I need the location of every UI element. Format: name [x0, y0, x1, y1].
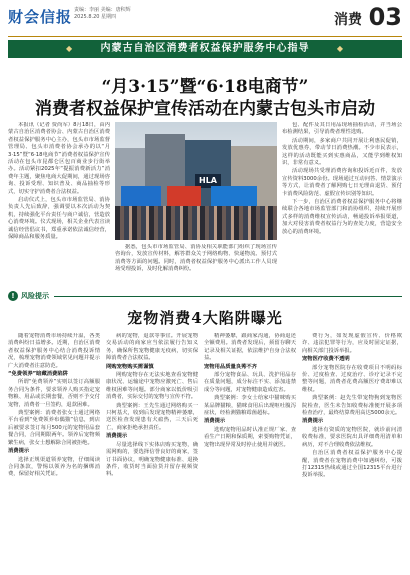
paragraph: 精神萎靡，跟商家沟通，协商退还全额费用。消费者发现后，须留存聊天记录及相关证据，依法维护自身合法权益。 — [204, 333, 296, 362]
paragraph: 典型案例：消费者张女士通过网络平台看到“免费领养布偶猫”信息，到店后被要求签订每月500元的宠物用品套餐合同，合同期限两年。领养后宠物频繁生病，张女士想解除合同被拒绝。 — [8, 410, 100, 446]
paragraph: 网购宠物存在无法实地查看宠物健康状况、运输途中宠物应激死亡、售后维权困难等问题。部分商家以低价吸引消费者，实际交付的宠物与宣传不符。 — [106, 372, 198, 401]
paragraph: 随着宠物消费市场持续升温，各类消费纠纷日益增多。近期，自治区消费者权益保护服务中心结合消费投诉情况，梳理宠物消费领域常见问题并提示广大消费者注意防范。 — [8, 333, 100, 369]
paragraph: 尽量选择线下实体店购买宠物，确需网购的，要选择信誉良好的商家，签订书面协议，明确宠物健康标准、退换条件，收货时当面验货并留存视频资料。 — [106, 441, 198, 478]
article2-column-2 — [106, 333, 198, 571]
section-title: 消费 — [334, 12, 362, 28]
article1-column-1 — [8, 122, 110, 282]
paragraph: 下一步，自治区消费者权益保护服务中心将继续联合各地市场监管部门和消协组织，持续开展形式多样的消费维权宣传活动，畅通投诉举报渠道，加大对侵害消费者权益行为的查处力度，营造安全放心的消费环境。 — [282, 199, 402, 235]
article2-column-4 — [302, 333, 402, 571]
subheading: 网购宠物购买需谨慎 — [106, 363, 154, 370]
main-headline-line2: 消费者权益保护宣传活动在内蒙古包头市启动 — [35, 99, 375, 119]
subheading: 宠物用品质量良莠不齐 — [204, 363, 257, 370]
paragraph: 典型案例：赵先生带宠物狗到宠物医院检查，医生未告知收费标准便开展多项检查治疗，最终结算费用高达5000余元。 — [302, 395, 402, 417]
subheading: 消费提示 — [204, 418, 226, 425]
article1-column-2 — [115, 244, 277, 284]
risk-alert-label: ! 风险提示 — [8, 290, 49, 302]
paragraph: 启动仪式上，包头市市场监管局、消协负责人先后致辞，强调要以本次活动为契机，持续强化平台责任与商户诚信，营造放心消费环境。仪式现场，相关企业代表宣读诚信经营倡议书，郑重承诺依法诚信经营，保障商品和服务质量。 — [8, 197, 110, 241]
pet-consumption-headline: 宠物消费4大陷阱曝光 — [127, 309, 283, 327]
header-rule — [8, 36, 402, 37]
storefront-sign: HLA — [195, 174, 221, 188]
page-number: 03 — [368, 3, 402, 31]
paragraph: 包、配件及其日用品现场抽检活动，并当场公布检测结果，引导消费者理性选购。 — [282, 122, 402, 136]
subheading: 消费提示 — [8, 448, 30, 455]
alert-rule — [54, 296, 402, 297]
paragraph: 所谓“免费领养”实则以签订高额服务合同为条件，要求领养人购买指定宠物粮、用品或长期套餐，否则不予交付宠物，消费者一旦签约，退款困难。 — [8, 379, 100, 408]
paragraph: 据悉，包头市市场监管局、消协及相关职能部门组织了现场宣传咨询台，发放宣传材料，解答群众关于网络购物、快递物流、预付式消费等方面的问题。同时，消费者权益保护服务中心派出工作人员现场受理投诉，及时化解消费纠纷。 — [115, 244, 277, 273]
masthead — [0, 0, 410, 36]
paragraph: 选购宠物用品时认准正规厂家、查看生产日期和保质期，索要购物凭证，宠物出现异常及时停止使用并就医。 — [204, 426, 296, 448]
article2-column-3 — [204, 333, 296, 571]
subheading: 宠物医疗收费不透明 — [302, 356, 350, 363]
newspaper-logo: 财会信报 — [8, 8, 73, 26]
subheading: 消费提示 — [106, 433, 128, 440]
paragraph: 活动现场共受理消费咨询和投诉近百件，发放宣传资料3000余份。现场通过互动问答、情景演示等方式，让消费者了解网购七日无理由退货、预付卡消费风险防范、虚假宣传识别等知识。 — [282, 168, 402, 197]
paragraph: 病的宠物，退款等事宜。开展宠物交易活动的商家应当依法履行告知义务，确保所售宠物健康无疫病，切实保障消费者合法权益。 — [106, 333, 198, 362]
paragraph: 部分宠物医院存在收费项目不明码标价、过度检查、过度治疗、诊疗记录不完整等问题，消费者花费高额医疗费却难以维权。 — [302, 364, 402, 393]
main-headline-line1: “月3·15”暨“6·18电商节” — [101, 77, 309, 97]
article2-column-1 — [8, 333, 100, 571]
guidance-banner: ◆ 内蒙古自治区消费者权益保护服务中心指导 ◆ — [8, 40, 402, 58]
paragraph: 自治区消费者权益保护服务中心提醒，消费者在宠物消费中如遇纠纷，可拨打12315热线或通过全国12315平台进行投诉举报。 — [302, 450, 402, 479]
event-photo — [115, 122, 277, 240]
paragraph: 费行为，如发现虚假宣传、价格欺诈、违法犯罪等行为，应及时固定证据，向相关部门投诉举报。 — [302, 333, 402, 354]
paragraph: 活动期间，多家商户共同开展让利惠民促销，发放优惠券，带动节日消费热潮。不少市民表示，这样的活动既能买到实惠商品，又能学到维权知识，非常有意义。 — [282, 137, 402, 167]
alert-icon: ! — [8, 291, 18, 301]
subheading: “免费领养”暗藏消费陷阱 — [8, 371, 68, 378]
paragraph: 部分宠物食品、玩具、洗护用品存在质量问题，成分标注不实、添加违禁成分等问题，对宠物健康造成危害。 — [204, 372, 296, 393]
paragraph: 典型案例：王先生通过网络购买一只柯基犬，收到后发现宠物精神萎靡，送医检查发现患有犬瘟热，三天后死亡，商家拒绝承担责任。 — [106, 402, 198, 431]
paragraph: 典型案例：李女士给家中猫咪购买某品牌猫粮，猫咪食用后出现呕吐腹泻症状，经检测猫粮霉菌超标。 — [204, 395, 296, 417]
paragraph: 选择有资质的宠物医院，就诊前问清收费标准，要求医院出具详细费用清单和病历，对不合理收费依法维权。 — [302, 426, 402, 448]
paragraph: 本报讯（记者 贾尚军）8月18日，由内蒙古自治区消费者协会、内蒙古自治区消费者权益保护服务中心主办，包头市市场监督管理局、包头市消费者协会承办的以“月3·15”暨“6·18电商节”消费者权益保护宣传活动在包头市昆都仑区包百商业步行街举办。活动紧扣2025年“提振消费新活力”消费年主题，聚焦电商大促期间，通过现场咨询、投诉受理、知识普及、商品抽检等形式，切实守护消费者合法权益。 — [8, 122, 110, 195]
article1-column-3 — [282, 122, 402, 284]
subheading: 消费提示 — [302, 418, 324, 425]
paragraph: 选择正规渠道领养宠物，仔细阅读合同条款，警惕以领养为名的捆绑消费，保留好相关凭证。 — [8, 456, 100, 478]
masthead-credits: 责编：李丽 美编：唐积辉 2025.8.20 星期四 — [74, 7, 131, 20]
